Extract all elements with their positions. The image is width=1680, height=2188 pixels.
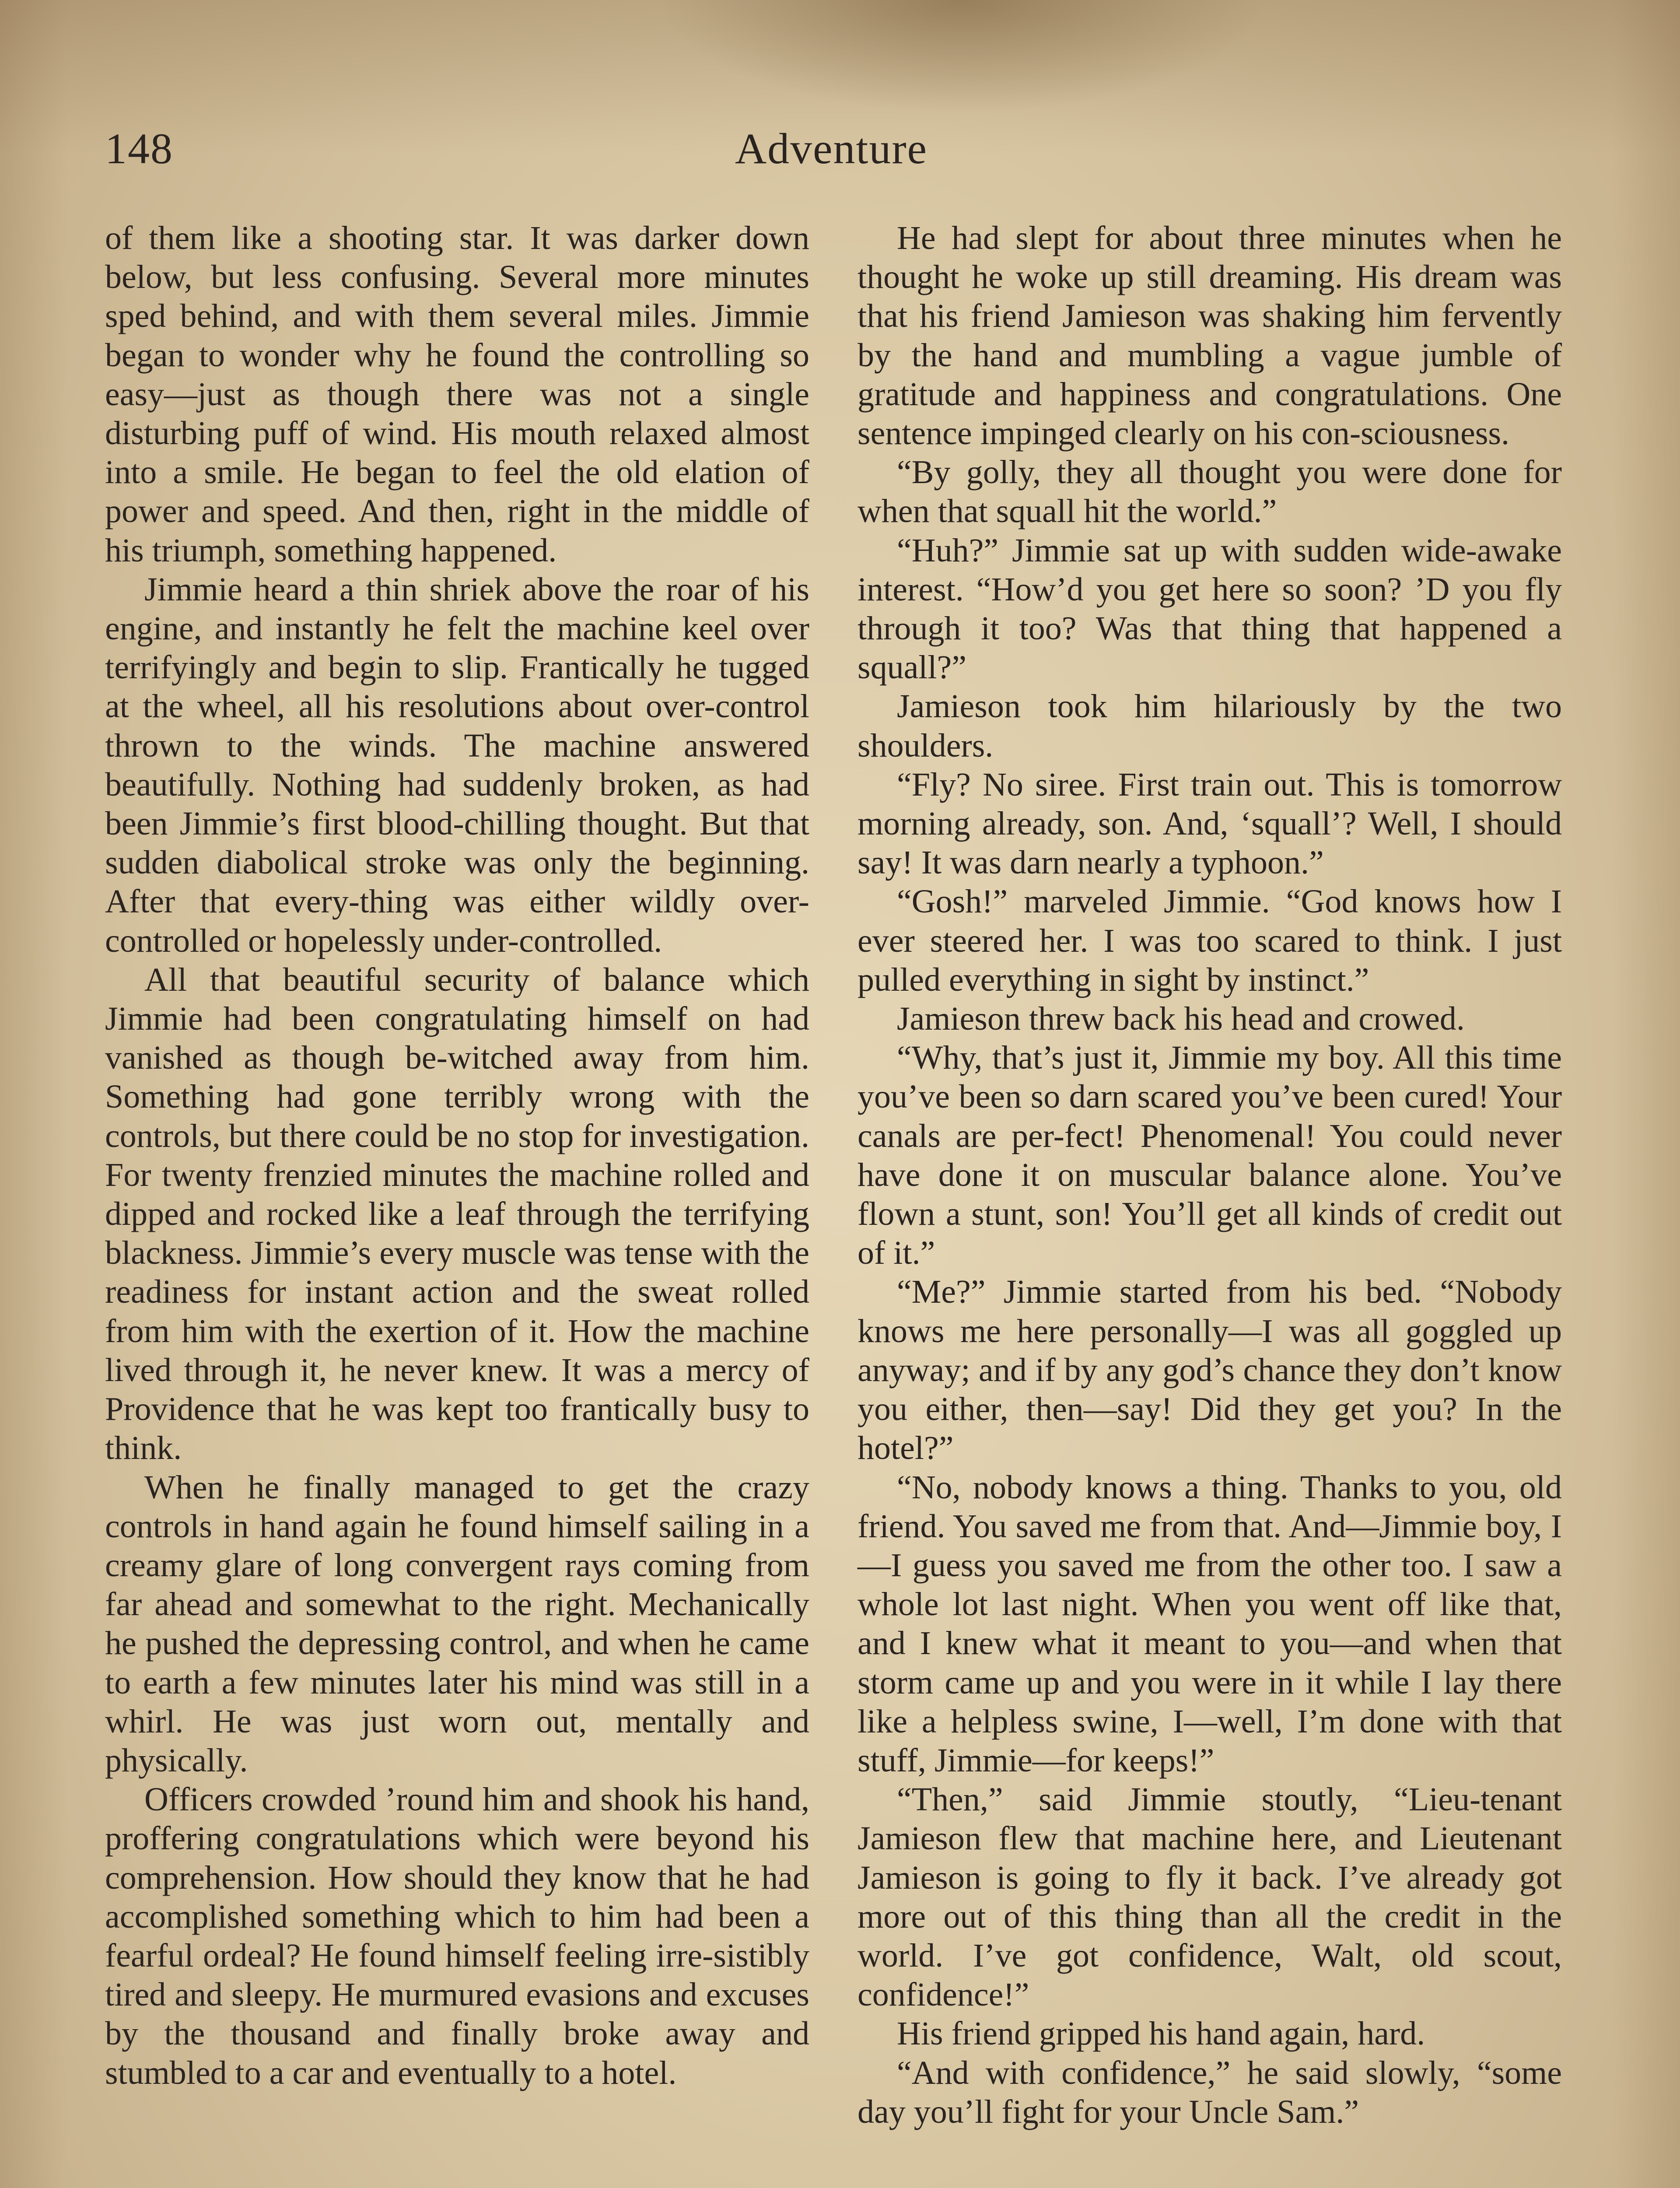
paragraph: All that beautiful security of balance which Jimmie had been congratulating himself on had vanished as though be-witched away from him. Something had gone terribly wrong with the controls, but there could be no stop for investigation. For twenty frenzied minutes the machine rolled and dipped and rocked like a leaf through the terrifying blackness. Jimmie’s every muscle was tense with the readiness for instant action and the sweat rolled from him with the exertion of it. How the machine lived through it, he never knew. It was a mercy of Providence that he was kept too frantically busy to think. bbox=[105, 961, 809, 1467]
paragraph: “By golly, they all thought you were done for when that squall hit the world.” bbox=[858, 454, 1562, 530]
paragraph: “Fly? No siree. First train out. This is tomorrow morning already, son. And, ‘squall’? Well, I should say! It was darn nearly a typhoon.” bbox=[858, 766, 1562, 881]
paragraph: When he finally managed to get the crazy controls in hand again he found himself sailing in a creamy glare of long convergent rays coming from far ahead and somewhat to the right. Mechanically he pushed the depressing control, and when he came to earth a few minutes later his mind was still in a whirl. He was just worn out, mentally and physically. bbox=[105, 1469, 809, 1779]
paragraph: “No, nobody knows a thing. Thanks to you, old friend. You saved me from that. And—Jimmie boy, I—I guess you saved me from the other too. I saw a whole lot last night. When you went off like that, and I knew what it meant to you—and when that storm came up and you were in it while I lay there like a helpless swine, I—well, I’m done with that stuff, Jimmie—for keeps!” bbox=[858, 1469, 1562, 1779]
paragraph: Jamieson threw back his head and crowed. bbox=[897, 1000, 1465, 1038]
page-header bbox=[105, 118, 1558, 179]
right-text-column bbox=[858, 219, 1562, 2132]
paragraph: His friend gripped his hand again, hard. bbox=[897, 2015, 1425, 2052]
paragraph: Jamieson took him hilariously by the two shoulders. bbox=[858, 688, 1562, 764]
paragraph: “Huh?” Jimmie sat up with sudden wide-awake interest. “How’d you get here so soon? ’D you fly through it too? Was that thing that happened a squall?” bbox=[858, 532, 1562, 686]
page-number: 148 bbox=[105, 124, 173, 173]
running-title: Adventure bbox=[735, 124, 928, 173]
paragraph: He had slept for about three minutes when he thought he woke up still dreaming. His dream was that his friend Jamieson was shaking him fervently by the hand and mumbling a vague jumble of gratitude and happiness and congratulations. One sentence impinged clearly on his con-sciousness. bbox=[858, 220, 1562, 452]
paragraph: “Why, that’s just it, Jimmie my boy. All this time you’ve been so darn scared you’ve been cured! Your canals are per-fect! Phenomenal! You could never have done it on muscular balance alone. You’ve flown a stunt, son! You’ll get all kinds of credit out of it.” bbox=[858, 1039, 1562, 1272]
paragraph: “And with confidence,” he said slowly, “some day you’ll fight for your Uncle Sam.” bbox=[858, 2054, 1562, 2130]
paragraph: “Gosh!” marveled Jimmie. “God knows how I ever steered her. I was too scared to think. I just pulled everything in sight by instinct.” bbox=[858, 883, 1562, 998]
left-text-column bbox=[105, 219, 809, 2093]
paragraph: “Me?” Jimmie started from his bed. “Nobody knows me here personally—I was all goggled up anyway; and if by any god’s chance they don’t know you either, then—say! Did they get you? In the hotel?” bbox=[858, 1273, 1562, 1467]
paragraph: “Then,” said Jimmie stoutly, “Lieu-tenant Jamieson flew that machine here, and Lieutenant Jamieson is going to fly it back. I’ve already got more out of this thing than all the credit in the world. I’ve got confidence, Walt, old scout, confidence!” bbox=[858, 1781, 1562, 2013]
paragraph: Jimmie heard a thin shriek above the roar of his engine, and instantly he felt the machine keel over terrifyingly and begin to slip. Frantically he tugged at the wheel, all his resolutions about over-control thrown to the winds. The machine answered beautifully. Nothing had suddenly broken, as had been Jimmie’s first blood-chilling thought. But that sudden diabolical stroke was only the beginning. After that every-thing was either wildly over-controlled or hopelessly under-controlled. bbox=[105, 571, 809, 959]
paragraph: Officers crowded ’round him and shook his hand, proffering congratulations which were beyond his comprehension. How should they know that he had accomplished something which to him had been a fearful ordeal? He found himself feeling irre-sistibly tired and sleepy. He murmured evasions and excuses by the thousand and finally broke away and stumbled to a car and eventually to a hotel. bbox=[105, 1781, 809, 2091]
paragraph: of them like a shooting star. It was darker down below, but less confusing. Several more minutes sped behind, and with them several miles. Jimmie began to wonder why he found the controlling so easy—just as though there was not a single disturbing puff of wind. His mouth relaxed almost into a smile. He began to feel the old elation of power and speed. And then, right in the middle of his triumph, something happened. bbox=[105, 220, 809, 569]
paper-stain bbox=[656, 0, 1269, 114]
